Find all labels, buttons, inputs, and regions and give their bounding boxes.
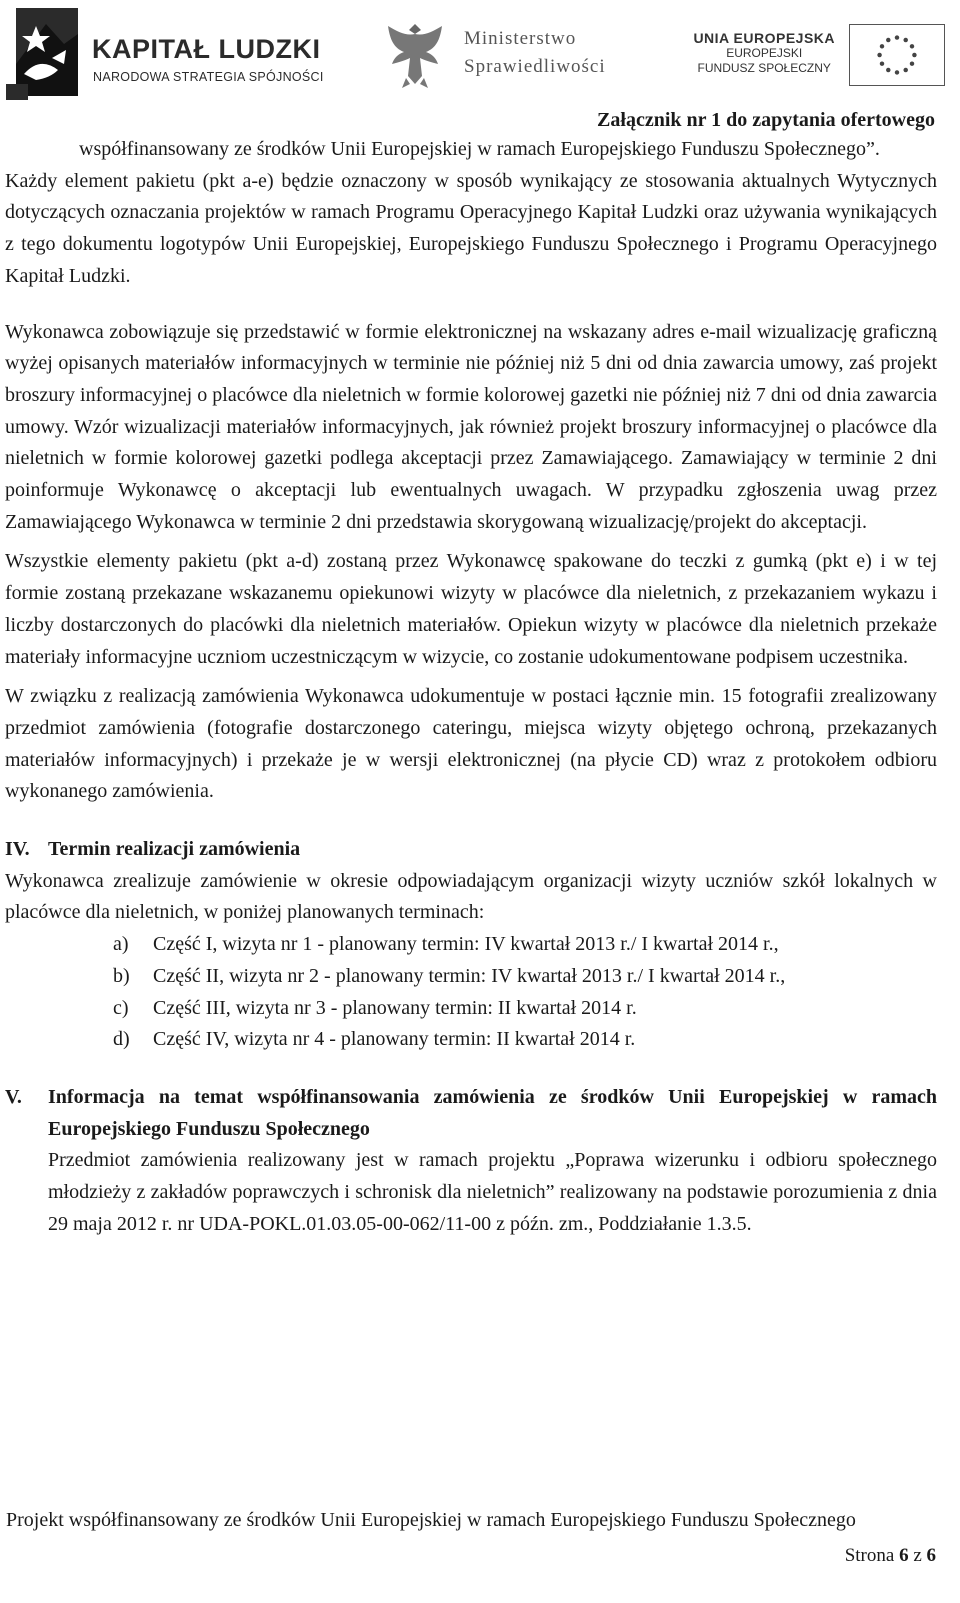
section-v [5, 1082, 937, 1241]
paragraph-photos: W związku z realizacją zamówienia Wykonawca udokumentuje w postaci łącznie min. 15 fotografii zrealizowany przedmiot zamówienia (fotografie dostarczonego cateringu, miejsca wizyty objętego ochroną, przekazanych materiałów informacyjnych) i przekaże je w wersji elektronicznej (na płycie CD) wraz z protokołem odbioru wykonanego zamówienia. [5, 685, 937, 803]
kapital-ludzki-subtitle: NARODOWA STRATEGIA SPÓJNOŚCI [93, 70, 324, 84]
list-item-text: Część I, wizyta nr 1 - planowany termin: IV kwartał 2013 r./ I kwartał 2014 r., [153, 933, 779, 956]
eu-esf-logo [690, 24, 945, 86]
list-item [5, 929, 937, 961]
list-item-text: Część II, wizyta nr 2 - planowany termin: IV kwartał 2013 r./ I kwartał 2014 r., [153, 964, 786, 987]
kapital-ludzki-title: KAPITAŁ LUDZKI [92, 34, 321, 64]
section-iv-title: Termin realizacji zamówienia [48, 838, 301, 861]
schedule-list [5, 929, 937, 1056]
list-item-label: c) [113, 996, 129, 1019]
list-item [5, 993, 937, 1025]
page-word: Strona [844, 1545, 895, 1566]
list-item-label: a) [113, 933, 129, 956]
paragraph-visualization: Wykonawca zobowiązuje się przedstawić w formie elektronicznej na wskazany adres e-mail wizualizację graficzną wyżej opisanych materiałów informacyjnych w terminie nie później niż 5 dni od dnia zawarcia umowy, zaś projekt broszury informacyjnej o placówce dla nieletnich w formie kolorowej gazetki nie później niż 7 dni od dnia zawarcia umowy. Wzór wizualizacji materiałów informacyjnych, jak również projekt broszury informacyjnej o placówce dla nieletnich w formie kolorowej gazetki podlega akceptacji przez Zamawiającego. Zamawiający w terminie 2 dni poinformuje Wykonawcę o akceptacji lub ewentualnych uwagach. W przypadku zgłoszenia uwag przez Zamawiającego Wykonawca w terminie 2 dni przedstawia skorygowaną wizualizację/projekt do akceptacji. [5, 320, 937, 533]
continued-paragraph: współfinansowany ze środków Unii Europejskiej w ramach Europejskiego Funduszu Społecznego”. [79, 138, 880, 160]
ministry-name-line1: Ministerstwo [464, 28, 577, 49]
section-v-number: V. [5, 1085, 22, 1108]
page-indicator [845, 1545, 936, 1567]
annex-title: Załącznik nr 1 do zapytania ofertowego [597, 109, 935, 131]
section-iv-heading [5, 834, 937, 866]
page-header [0, 0, 960, 112]
list-item-text: Część IV, wizyta nr 4 - planowany termin: II kwartał 2014 r. [153, 1028, 636, 1051]
document-body [5, 134, 937, 1241]
eu-text-block [693, 30, 835, 76]
section-iv-number: IV. [5, 838, 30, 861]
section-v-body: Przedmiot zamówienia realizowany jest w ramach projektu „Poprawa wizerunku i odbioru społecznego młodzieży z zakładów poprawczych i schronisk dla nieletnich” realizowany na podstawie porozumienia z dnia 29 maja 2012 r. nr UDA-POKL.01.03.05-00-062/11-00 z późn. zm., Poddziałanie 1.3.5. [48, 1149, 937, 1235]
section-iv [5, 834, 937, 1056]
paragraph-marking: Każdy element pakietu (pkt a-e) będzie oznaczony w sposób wynikający ze stosowania aktualnych Wytycznych dotyczących oznaczania projektów w ramach Programu Operacyjnego Kapitał Ludzki oraz używania wynikających z tego dokumentu logotypów Unii Europejskiej, Europejskiego Funduszu Społecznego i Programu Operacyjnego Kapitał Ludzki. [5, 169, 937, 287]
eu-union-label: UNIA EUROPEJSKA [693, 30, 835, 46]
kapital-ludzki-logo [6, 4, 336, 104]
eu-flag-icon [849, 24, 945, 86]
section-iv-intro: Wykonawca zrealizuje zamówienie w okresie odpowiadającym organizacji wizyty uczniów szkół lokalnych w placówce dla nieletnich, w poniżej planowanych terminach: [5, 869, 937, 924]
ministry-name-line2: Sprawiedliwości [464, 56, 606, 77]
section-v-title: Informacja na temat współfinansowania zamówienia ze środków Unii Europejskiej w ramach Europejskiego Funduszu Społecznego [48, 1085, 937, 1140]
page-current: 6 [899, 1545, 909, 1566]
page-separator: z [913, 1545, 922, 1566]
kapital-ludzki-emblem-icon [6, 4, 84, 104]
list-item [5, 961, 937, 993]
page-total: 6 [926, 1545, 936, 1566]
list-item [5, 1024, 937, 1056]
eu-fund-label-1: EUROPEJSKI [726, 46, 803, 60]
paragraph-package: Wszystkie elementy pakietu (pkt a-d) zostaną przez Wykonawcę spakowane do teczki z gumką (pkt e) i w tej formie zostaną przekazane wskazanemu opiekunowi wizyty w placówce dla nieletnich, z przekazaniem wykazu i liczby dostarczonych do placówki dla nieletnich materiałów. Opiekun wizyty w placówce dla nieletnich przekaże materiały informacyjne uczniom uczestniczącym w wizycie, co zostanie udokumentowane podpisem uczestnika. [5, 550, 937, 668]
footer-cofinancing-note: Projekt współfinansowany ze środków Unii Europejskiej w ramach Europejskiego Funduszu Społecznego [6, 1509, 856, 1531]
eu-fund-label-2: FUNDUSZ SPOŁECZNY [697, 61, 831, 75]
list-item-text: Część III, wizyta nr 3 - planowany termin: II kwartał 2014 r. [153, 996, 637, 1019]
polish-eagle-icon [384, 18, 446, 90]
ministry-logo [384, 18, 654, 93]
list-item-label: d) [113, 1028, 130, 1051]
list-item-label: b) [113, 964, 130, 987]
section-v-heading [5, 1082, 937, 1145]
